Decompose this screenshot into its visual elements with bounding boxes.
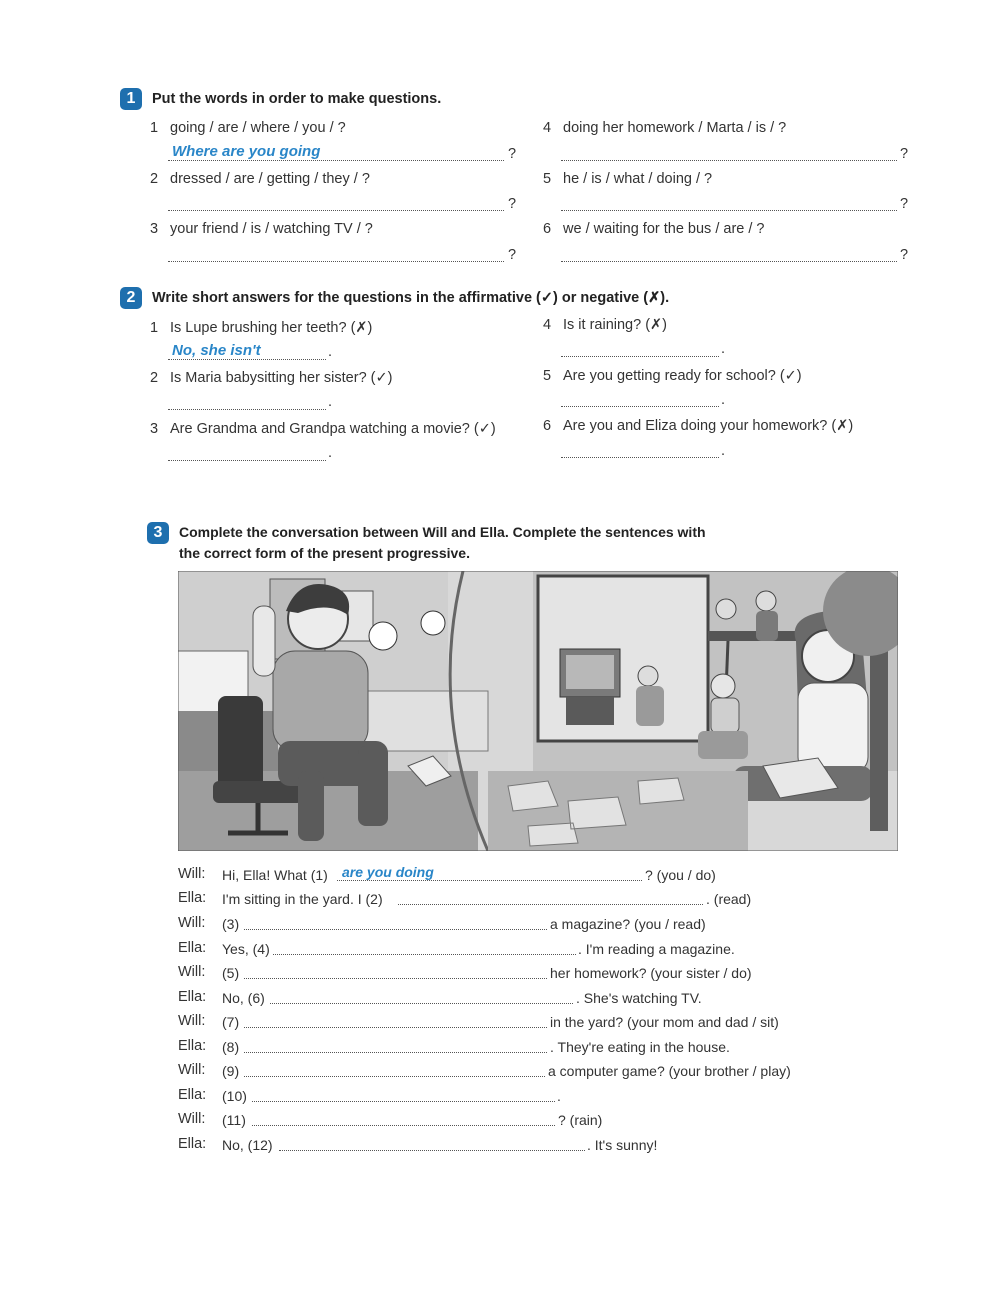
conv-suffix-4: . I'm reading a magazine. [578, 941, 735, 957]
ex1-item-4: 4 doing her homework / Marta / is / ? [543, 120, 787, 136]
ex1-item-2: 2 dressed / are / getting / they / ? [150, 171, 370, 187]
conv-blank-2[interactable] [398, 904, 703, 905]
conv-suffix-1: ? (you / do) [645, 867, 716, 883]
exercise-2-instruction: Write short answers for the questions in the affirmative (✓) or negative (✗). [152, 290, 670, 306]
ex2-item-6: 6 Are you and Eliza doing your homework? (✗) [543, 418, 854, 434]
exercise-3-instruction-line-2: the correct form of the present progressive. [179, 545, 470, 561]
conv-blank-4[interactable] [273, 954, 576, 955]
ex2-item-4: 4 Is it raining? (✗) [543, 317, 668, 333]
conv-speaker-8: Ella: [178, 1038, 207, 1054]
ex2-answer-line-2[interactable] [168, 409, 326, 410]
exercise-1-instruction: Put the words in order to make questions. [152, 91, 442, 107]
ex1-item-5: 5 he / is / what / doing / ? [543, 171, 713, 187]
conv-prefix-12: No, (12) [222, 1137, 273, 1153]
conv-speaker-1: Will: [178, 866, 206, 882]
conv-suffix-10: . [557, 1088, 561, 1104]
exercise-2-badge: 2 [120, 287, 142, 309]
ex1-end-1: ? [508, 146, 517, 162]
conv-speaker-12: Ella: [178, 1136, 207, 1152]
exercise-1-badge: 1 [120, 88, 142, 110]
ex1-end-4: ? [900, 146, 909, 162]
ex1-item-1: 1 going / are / where / you / ? [150, 120, 346, 136]
ex1-answer-line-4[interactable] [561, 160, 897, 161]
ex1-end-5: ? [900, 196, 909, 212]
ex2-end-4: . [721, 341, 726, 357]
ex2-item-5: 5 Are you getting ready for school? (✓) [543, 368, 802, 384]
conv-prefix-11: (11) [222, 1112, 246, 1128]
conv-suffix-7: in the yard? (your mom and dad / sit) [550, 1014, 779, 1030]
ex1-end-3: ? [508, 247, 517, 263]
ex2-end-2: . [328, 394, 333, 410]
conv-speaker-6: Ella: [178, 989, 207, 1005]
ex1-answer-line-2[interactable] [168, 210, 504, 211]
conv-speaker-5: Will: [178, 964, 206, 980]
ex1-answer-1: Where are you going [172, 143, 321, 160]
conv-blank-5[interactable] [244, 978, 547, 979]
ex2-answer-1: No, she isn't [172, 342, 261, 359]
ex1-item-6: 6 we / waiting for the bus / are / ? [543, 221, 765, 237]
ex1-item-3: 3 your friend / is / watching TV / ? [150, 221, 373, 237]
ex1-answer-line-3[interactable] [168, 261, 504, 262]
ex2-answer-line-1[interactable] [168, 359, 326, 360]
conv-suffix-5: her homework? (your sister / do) [550, 965, 752, 981]
conv-blank-10[interactable] [252, 1101, 555, 1102]
conv-suffix-2: . (read) [706, 891, 752, 907]
conv-prefix-9: (9) [222, 1063, 240, 1079]
conv-prefix-2: I'm sitting in the yard. I (2) [222, 891, 383, 907]
conv-suffix-8: . They're eating in the house. [550, 1039, 730, 1055]
conv-suffix-12: . It's sunny! [587, 1137, 658, 1153]
ex2-end-5: . [721, 392, 726, 408]
ex1-answer-line-6[interactable] [561, 261, 897, 262]
ex2-answer-line-4[interactable] [561, 356, 719, 357]
ex1-answer-line-1[interactable] [168, 160, 504, 161]
conv-blank-6[interactable] [270, 1003, 573, 1004]
conv-prefix-8: (8) [222, 1039, 240, 1055]
conv-suffix-11: ? (rain) [558, 1112, 603, 1128]
exercise-3-badge: 3 [147, 522, 169, 544]
exercise-3-instruction-line-1: Complete the conversation between Will and Ella. Complete the sentences with [179, 524, 706, 540]
conv-prefix-4: Yes, (4) [222, 941, 270, 957]
conv-speaker-4: Ella: [178, 940, 207, 956]
conv-speaker-10: Ella: [178, 1087, 207, 1103]
conv-prefix-7: (7) [222, 1014, 240, 1030]
conv-prefix-10: (10) [222, 1088, 247, 1104]
conv-suffix-6: . She's watching TV. [576, 990, 702, 1006]
conv-speaker-7: Will: [178, 1013, 206, 1029]
conv-suffix-3: a magazine? (you / read) [550, 916, 706, 932]
conv-speaker-9: Will: [178, 1062, 206, 1078]
ex2-end-3: . [328, 445, 333, 461]
ex2-answer-line-6[interactable] [561, 457, 719, 458]
conv-blank-7[interactable] [244, 1027, 547, 1028]
ex2-end-1: . [328, 344, 333, 360]
conv-prefix-5: (5) [222, 965, 240, 981]
ex1-answer-line-5[interactable] [561, 210, 897, 211]
conv-prefix-3: (3) [222, 916, 240, 932]
conv-blank-9[interactable] [244, 1076, 545, 1077]
conv-prefix-1: Hi, Ella! What (1) [222, 867, 328, 883]
conversation-illustration [178, 571, 898, 851]
ex2-answer-line-5[interactable] [561, 406, 719, 407]
ex2-item-3: 3 Are Grandma and Grandpa watching a movie? (✓) [150, 421, 496, 437]
conv-blank-1[interactable] [337, 880, 642, 881]
conv-speaker-3: Will: [178, 915, 206, 931]
conv-blank-12[interactable] [279, 1150, 585, 1151]
conv-suffix-9: a computer game? (your brother / play) [548, 1063, 791, 1079]
conv-blank-11[interactable] [252, 1125, 555, 1126]
conv-prefix-6: No, (6) [222, 990, 265, 1006]
ex1-end-6: ? [900, 247, 909, 263]
conv-blank-3[interactable] [244, 929, 547, 930]
conv-blank-8[interactable] [244, 1052, 547, 1053]
ex2-answer-line-3[interactable] [168, 460, 326, 461]
ex2-item-2: 2 Is Maria babysitting her sister? (✓) [150, 370, 393, 386]
ex2-item-1: 1 Is Lupe brushing her teeth? (✗) [150, 320, 373, 336]
ex2-end-6: . [721, 443, 726, 459]
conv-answer-1: are you doing [342, 864, 434, 880]
conv-speaker-11: Will: [178, 1111, 206, 1127]
ex1-end-2: ? [508, 196, 517, 212]
conv-speaker-2: Ella: [178, 890, 207, 906]
